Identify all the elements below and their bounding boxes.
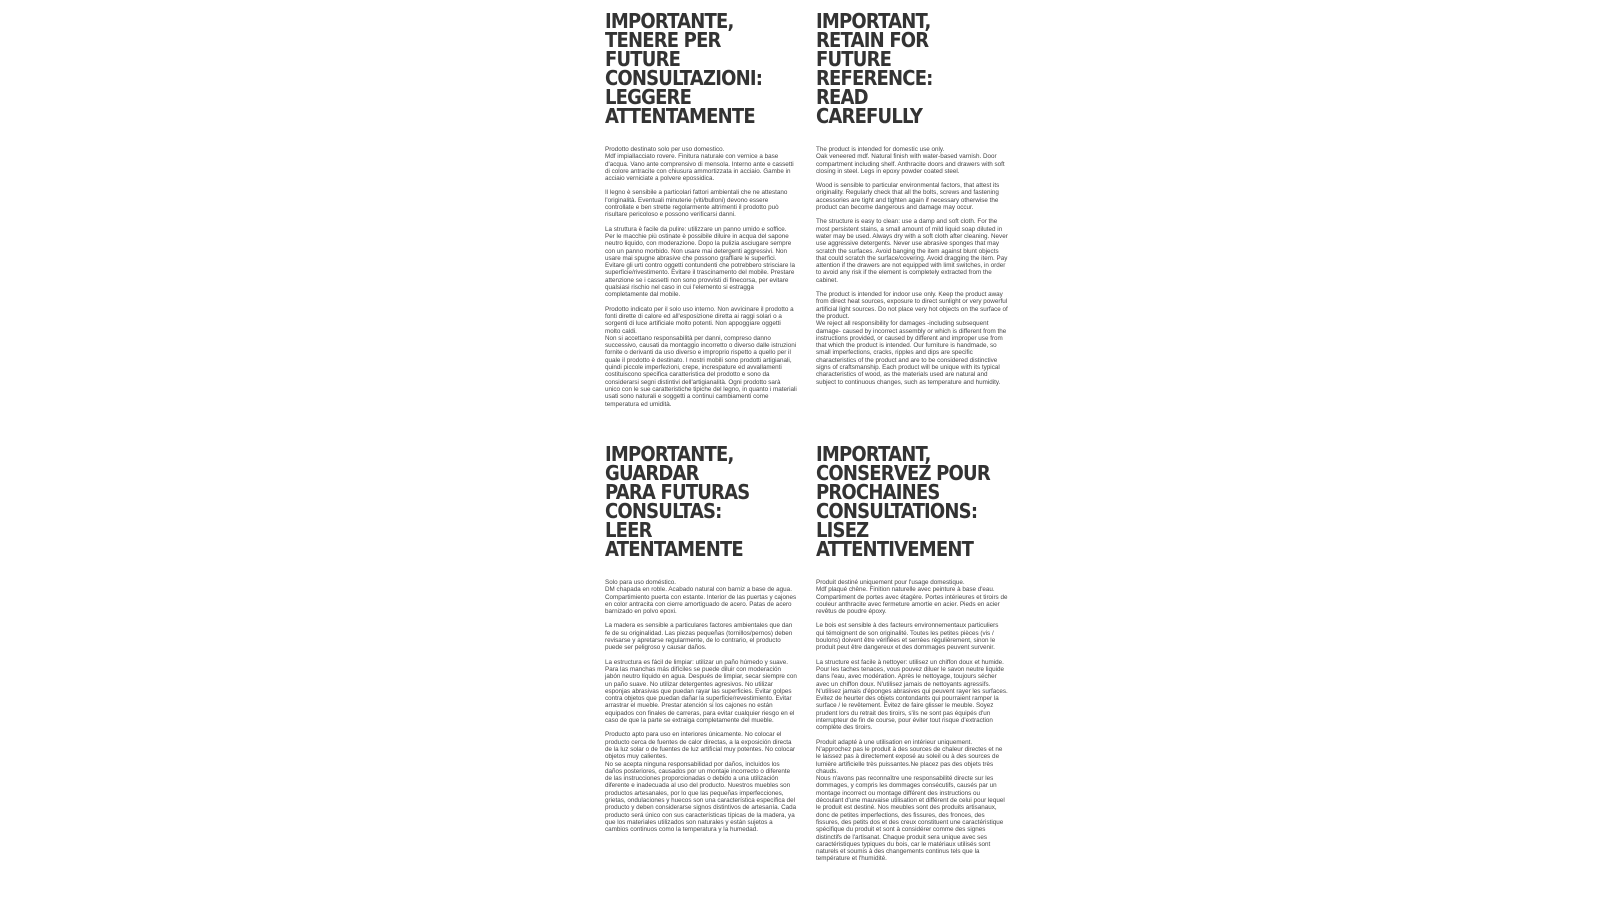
paragraph: Produit destiné uniquement pour l'usage domestique. Mdf plaqué chêne. Finition naturelle avec peinture à base d'eau. Compartiment de portes avec étagère. Portes intérieures et tiroirs de couleur anthracite avec fermeture amortie en acier. Pieds en acier revêtus de poudre époxy. xyxy=(816,579,1008,616)
section-title: IMPORTANT, CONSERVEZ POUR PROCHAINES CONSULTATIONS: LISEZ ATTENTIVEMENT xyxy=(816,442,990,561)
section-title: IMPORTANTE, GUARDAR PARA FUTURAS CONSULTAS: LEER ATENTAMENTE xyxy=(605,442,750,561)
section-title: IMPORTANT, RETAIN FOR FUTURE REFERENCE: READ CAREFULLY xyxy=(816,9,933,128)
paragraph: Wood is sensible to particular environmental factors, that attest its originality. Regularly check that all the bolts, screws and fastening accessories are tight and tighten again if necessary otherwise the product can become dangerous and damage may occur. xyxy=(816,182,1000,212)
paragraph: Producto apto para uso en interiores únicamente. No colocar el producto cerca de fuentes de calor directas, a la exposición directa de la luz solar o de fuentes de luz artificial muy potentes. No colocar objetos muy calientes. No se acepta ninguna responsabilidad por daños, incluidos los daños posteriores, causados por un montaje incorrecto o diferente de las instrucciones proporcionadas o debido a una utilización diferente e inadecuada al uso del producto. Nuestros muebles son productos artesanales, por lo que las pequeñas imperfecciones, grietas, ondulaciones y huecos son una característica específica del producto y deben considerarse signos distintivos de artesanía. Cada producto será único con sus características típicas de la madera, ya que los materiales utilizados son naturales y están sujetos a cambios continuos como la temperatura y la humedad. xyxy=(605,731,797,834)
paragraph: The product is intended for domestic use only. Oak veneered mdf. Natural finish with water-based varnish. Door compartment including shelf. Anthracite doors and drawers with soft closing in steel. Legs in epoxy powder coated steel. xyxy=(816,146,1005,175)
paragraph: La madera es sensible a particulares factores ambientales que dan fe de su originalidad. Las piezas pequeñas (tornillos/pernos) deben revisarse y apretarse regularmente, de lo contrario, el producto puede ser peligroso y causar daños. xyxy=(605,622,793,652)
paragraph: La structure est facile à nettoyer: utilisez un chiffon doux et humide. Pour les taches tenaces, vous pouvez diluer le savon neutre liquide dans l'eau, avec modération. Après le nettoyage, toujours sécher avec un chiffon doux. N'utilisez jamais de nettoyants agressifs. N'utilisez jamais d'éponges abrasives qui peuvent rayer les surfaces. Evitez de heurter des objets contondants qui pourraient ramper la surface / le revêtement. Évitez de faire glisser le meuble. Soyez prudent lors du retrait des tiroirs, s'ils ne sont pas équipés d'un interrupteur de fin de course, pour éviter tout risque d'extraction complète des tiroirs. xyxy=(816,658,1008,732)
section-english xyxy=(816,9,1008,393)
paragraph: The structure is easy to clean: use a damp and soft cloth. For the most persistent stains, a small amount of mild liquid soap diluted in water may be used. Always dry with a soft cloth after cleaning. Never use aggressive detergents. Never use abrasive sponges that may scratch the surfaces. Avoid banging the item against blunt objects that could scratch the surface/covering. Avoid dragging the item. Pay attention if the drawers are not equipped with limit switches, in order to avoid any risk if the element is completely extracted from the cabinet. xyxy=(816,218,1008,284)
section-body xyxy=(816,579,1008,863)
paragraph: Il legno è sensibile a particolari fattori ambientali che ne attestano l'originalità. Eventuali minuterie (viti/bulloni) devono essere controllate e ben strette regolarmente altrimenti il prodotto può risultare pericoloso e possono verificarsi danni. xyxy=(605,189,788,219)
paragraph: La struttura è facile da pulire: utilizzare un panno umido e soffice. Per le macchie più ostinate è possibile diluire in acqua del sapone neutro liquido, con moderazione. Dopo la pulizia asciugare sempre con un panno morbido. Non usare mai detergenti aggressivi. Non usare mai spugne abrasive che possono graffiare le superfici. Evitare gli urti contro oggetti contundenti che potrebbero strisciare la superficie/rivestimento. Evitare il trascinamento del mobile. Prestare attenzione se i cassetti non sono provvisti di finecorsa, per evitare qualsiasi rischio nel caso in cui l'elemento si estragga completamente dal mobile. xyxy=(605,225,796,299)
section-italian xyxy=(605,9,797,415)
section-spanish xyxy=(605,442,797,841)
paragraph: Produit adapté à une utilisation en intérieur uniquement. N'approchez pas le produit à des sources de chaleur directes et ne le laissez pas à directement exposé au soleil ou à des sources de lumière artificielle très puissantes.Ne placez pas des objets très chauds. Nous n'avons pas reconnaître une responsabilité directe sur les dommages, y compris les dommages consécutifs, causés par un montage incorrect ou montage différent des instructions ou découlant d'une mauvaise utilisation et différent de celui pour lequel le produit est destiné. Nos meubles sont des produits artisanaux, donc de petites imperfections, des fissures, des fronces, des fissures, des petits dos et des creux constituent une caractéristique spécifique du produit et sont à considérer comme des signes distinctifs de l'artisanat. Chaque produit sera unique avec ses caractéristiques typiques du bois, car le matériaux utilisés sont naturels et soumis à des changements continus tels que la température et l'humidité. xyxy=(816,738,1005,863)
section-body xyxy=(605,579,797,834)
paragraph: Prodotto indicato per il solo uso interno. Non avvicinare il prodotto a fonti dirette di calore ed all'esposizione diretta ai raggi solari o a sorgenti di luce artificiale molto potenti. Non appoggiare oggetti molto caldi. Non si accettano responsabilità per danni, compreso danno successivo, causati da montaggio incorretto o diverso dalle istruzioni fornite o derivanti da uso diverso e improprio rispetto a quello per il quale il prodotto è destinato. I nostri mobili sono prodotti artigianali, quindi piccole imperfezioni, crepe, increspature ed avvallamenti costituiscono specifica caratteristica del prodotto e sono da considerarsi segni distintivi dell'artigianalità. Ogni prodotto sarà unico con le sue caratteristiche tipiche del legno, in quanto i materiali usati sono naturali e soggetti a continui cambiamenti come temperatura ed umidità. xyxy=(605,305,797,408)
section-body xyxy=(816,146,1008,386)
paragraph: Solo para uso doméstico. DM chapada en roble. Acabado natural con barniz a base de agua. Compartimiento puerta con estante. Interior de las puertas y cajones en color antracita con cierre amortiguado de acero. Patas de acero barnizado en polvo epoxi. xyxy=(605,579,797,616)
section-french xyxy=(816,442,1008,870)
paragraph: La estructura es fácil de limpiar: utilizar un paño húmedo y suave. Para las manchas más difíciles se puede diluir con moderación jabón neutro líquido en agua. Después de limpiar, secar siempre con un paño suave. No utilizar detergentes agresivos. No utilizar esponjas abrasivas que puedan rayar las superficies. Evitar golpes contra objetos que puedan dañar la superficie/revestimiento. Evitar arrastrar el mueble. Prestar atención si los cajones no están equipados con finales de carreras, para evitar cualquier riesgo en el caso de que la parte se extraiga completamente del mueble. xyxy=(605,658,797,725)
paragraph: The product is intended for indoor use only. Keep the product away from direct heat sources, exposure to direct sunlight or very powerful artificial light sources. Do not place very hot objects on the surface of the product. We reject all responsibility for damages -including subsequent damage- caused by incorrect assembly or which is different from the instructions provided, or caused by different and improper use from that which the product is intended. Our furniture is handmade, so small imperfections, cracks, ripples and dips are specific characteristics of the product and are to be considered distinctive signs of craftsmanship. Each product will be unique with its typical characteristics of wood, as the materials used are natural and subject to continuous changes, such as temperature and humidity. xyxy=(816,291,1008,386)
paragraph: Prodotto destinato solo per uso domestico. Mdf impiallacciato rovere. Finitura naturale con vernice a base d'acqua. Vano ante comprensivo di mensola. Interno ante e cassetti di colore antracite con chiusura ammortizzata in acciaio. Gambe in acciaio verniciate a polvere epossidica. xyxy=(605,146,794,183)
section-body xyxy=(605,146,797,408)
paragraph: Le bois est sensible à des facteurs environnementaux particuliers qui témoignent de son originalité. Toutes les petites pièces (vis / boulons) doivent être vérifiées et serrées régulièrement, sinon le produit peut être dangereux et des dommages peuvent survenir. xyxy=(816,622,999,652)
section-title: IMPORTANTE, TENERE PER FUTURE CONSULTAZIONI: LEGGERE ATTENTAMENTE xyxy=(605,9,763,128)
